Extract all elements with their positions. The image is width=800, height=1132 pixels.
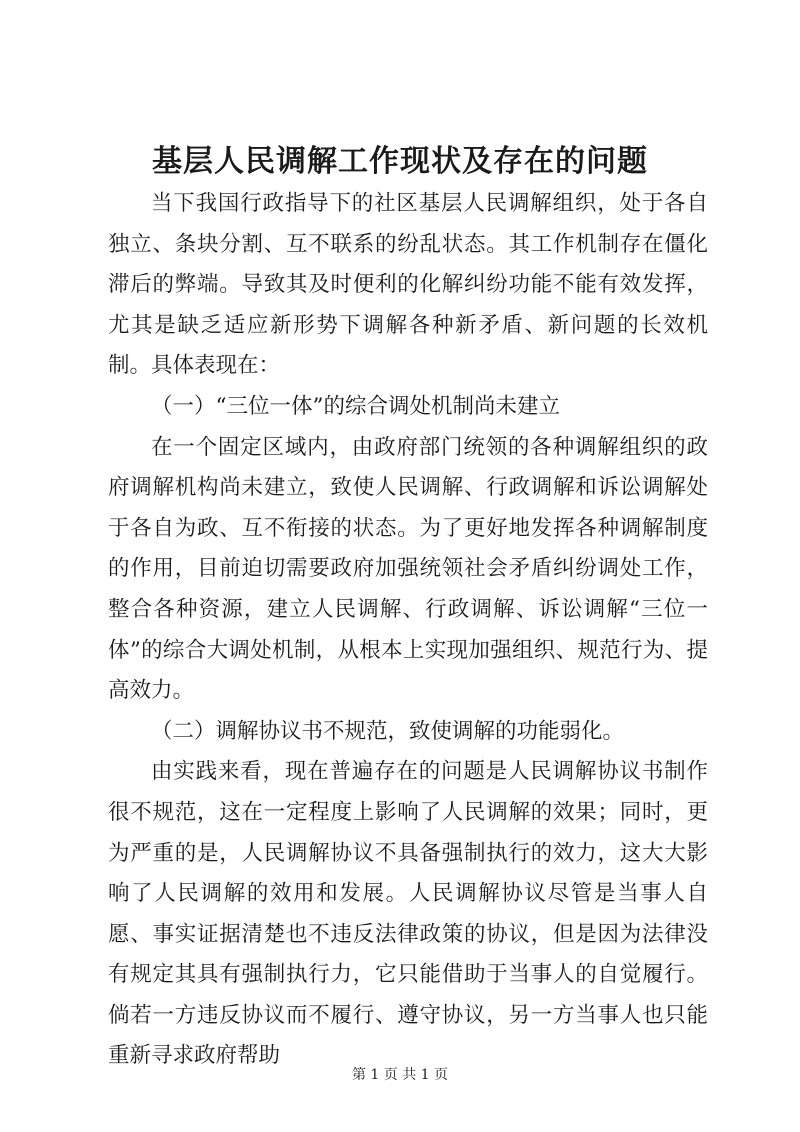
section-heading-1: （一）“三位一体”的综合调处机制尚未建立 — [151, 393, 560, 419]
document-body — [108, 184, 708, 1077]
page-number-footer: 第 1 页 共 1 页 — [351, 1067, 449, 1083]
paragraph-section-2: 由实践来看，现在普遍存在的问题是人民调解协议书制作很不规范，这在一定程度上影响了人民调解的效果；同时，更为严重的是，人民调解协议不具备强制执行的效力，这大大影响了人民调解的效用和发展。人民调解协议尽管是当事人自愿、事实证据清楚也不违反法律政策的协议，但是因为法律没有规定其具有强制执行力，它只能借助于当事人的自觉履行。倘若一方违反协议而不履行、遵守协议，另一方当事人也只能重新寻求政府帮助 — [108, 759, 708, 1069]
document-title: 基层人民调解工作现状及存在的问题 — [152, 144, 648, 179]
paragraph-section-1: 在一个固定区域内，由政府部门统领的各种调解组织的政府调解机构尚未建立，致使人民调解、行政调解和诉讼调解处于各自为政、互不衔接的状态。为了更好地发挥各种调解制度的作用，目前迫切需要政府加强统领社会矛盾纠纷调处工作，整合各种资源，建立人民调解、行政调解、诉讼调解“三位一体”的综合大调处机制，从根本上实现加强组织、规范行为、提高效力。 — [108, 434, 708, 704]
paragraph-intro: 当下我国行政指导下的社区基层人民调解组织，处于各自独立、条块分割、互不联系的纷乱状态。其工作机制存在僵化滞后的弊端。导致其及时便利的化解纠纷功能不能有效发挥，尤其是缺乏适应新形势下调解各种新矛盾、新问题的长效机制。具体表现在： — [108, 191, 708, 379]
section-heading-2: （二）调解协议书不规范，致使调解的功能弱化。 — [151, 718, 625, 744]
